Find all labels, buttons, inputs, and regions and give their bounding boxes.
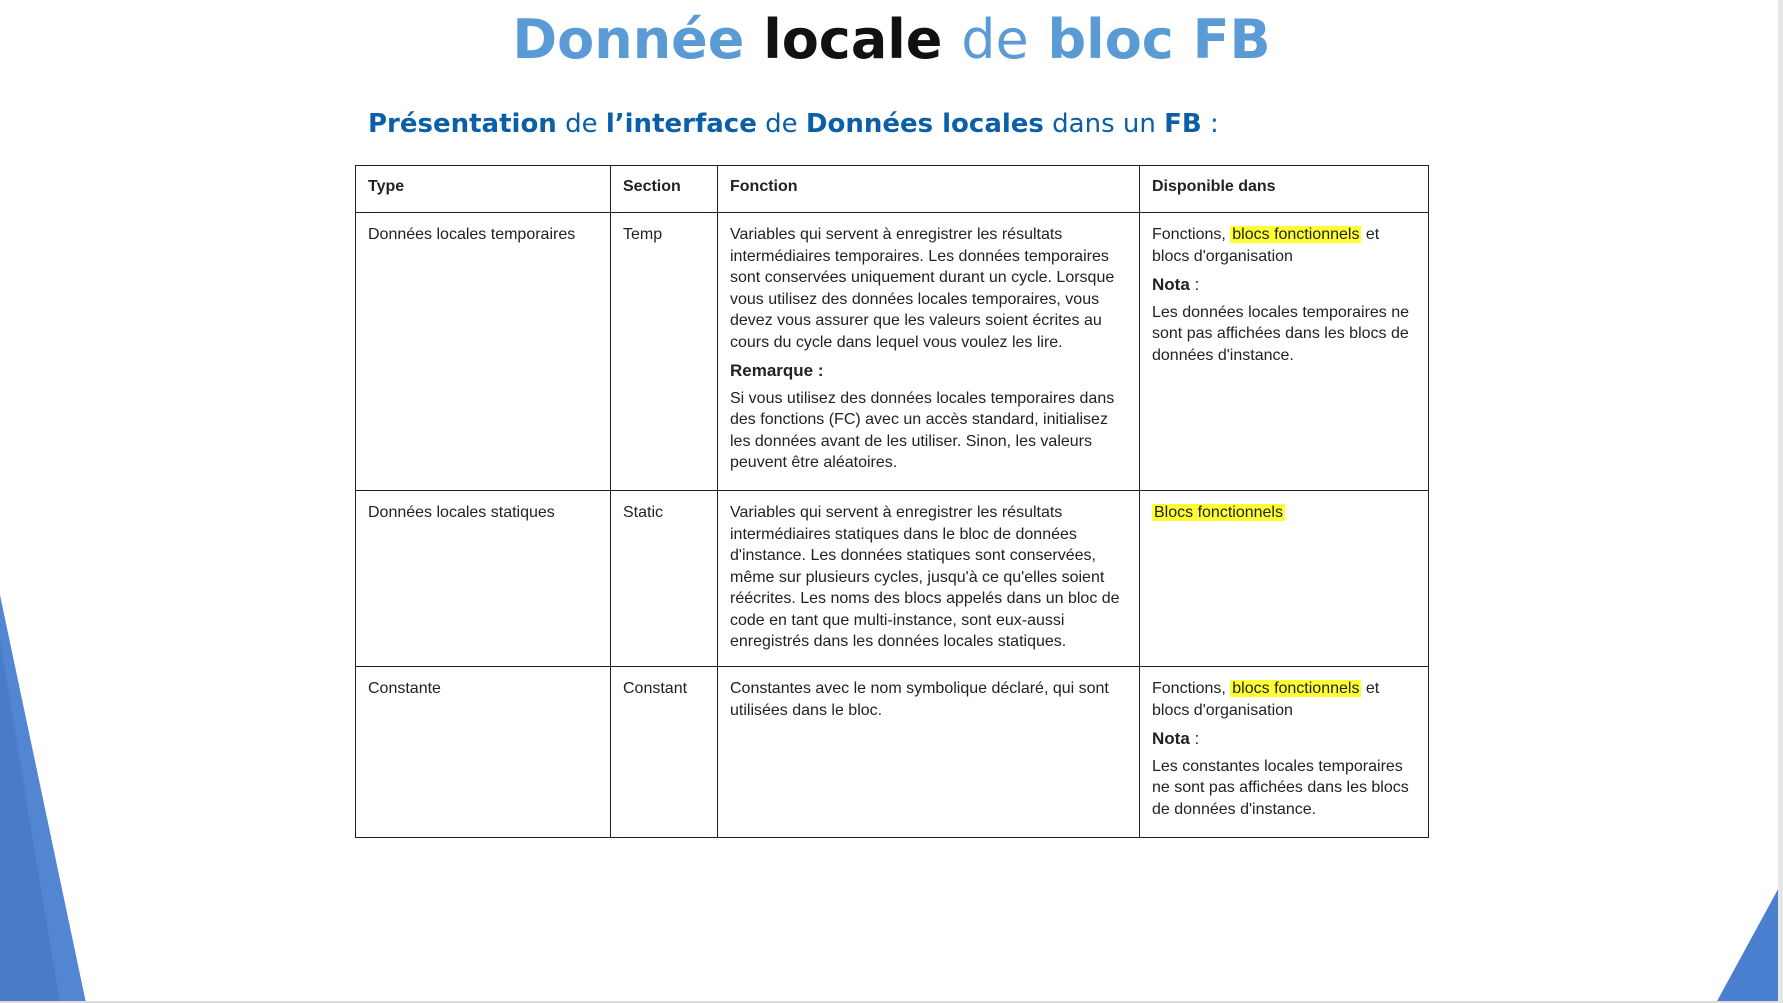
subtitle-word-1: Présentation [368,109,557,139]
subtitle-word-7: FB [1164,109,1202,139]
cell-disponible [1140,667,1429,838]
nota-label-text: Nota [1152,275,1190,294]
subtitle-word-4: de [765,109,798,139]
remarque-label: Remarque : [730,361,824,380]
title-part-4: bloc FB [1047,8,1271,71]
cell-section: Static [611,491,718,667]
fonction-text: Constantes avec le nom symbolique déclaré, qui sont utilisées dans le bloc. [730,680,1109,719]
header-type: Type [356,166,611,213]
highlighted-text: blocs fonctionnels [1232,680,1360,697]
nota-text: Les constantes locales temporaires ne sont pas affichées dans les blocs de données d'instance. [1152,757,1409,818]
cell-fonction [718,491,1140,667]
nota-label-text: Nota [1152,729,1190,748]
cell-disponible [1140,491,1429,667]
left-blue-shape [0,595,86,1003]
title-part-3: de [961,8,1029,71]
table-header-row [356,166,1429,213]
highlighted-text: blocs fonctionnels [1232,226,1360,243]
table-row [356,667,1429,838]
right-blue-shape [1716,880,1783,1003]
local-data-table [355,165,1429,838]
fonction-text: Variables qui servent à enregistrer les résultats intermédiaires statiques dans le bloc de données d'instance. Les données statiques sont conservées, même sur plusieurs cycles, jusqu'à ce qu'elles soient réécrites. Les noms des blocs appelés dans un bloc de code en tant que multi-instance, sont eux-aussi enregistrés dans les données locales statiques. [730,504,1120,650]
fonction-text: Variables qui servent à enregistrer les résultats intermédiaires temporaires. Les données temporaires sont conservées uniquement durant un cycle. Lorsque vous utilisez des données locales temporaires, vous devez vous assurer que les valeurs soient écrites au cours du cycle dans lequel vous voulez les lire. [730,226,1115,351]
nota-label [1152,728,1416,750]
cell-section: Constant [611,667,718,838]
table-row [356,491,1429,667]
subtitle [368,106,1219,142]
highlighted-text: Blocs fonctionnels [1154,504,1283,521]
disponible-text [1152,678,1416,721]
nota-label [1152,274,1416,296]
left-blue-shape-shadow [0,640,60,1003]
subtitle-word-6: dans un [1052,109,1156,139]
subtitle-word-5: Données locales [805,109,1044,139]
subtitle-word-8: : [1209,109,1219,139]
cell-disponible [1140,213,1429,491]
disponible-text [1152,224,1416,267]
nota-colon: : [1194,729,1200,748]
subtitle-word-3: l’interface [605,109,757,139]
cell-fonction [718,667,1140,838]
cell-type: Constante [356,667,611,838]
header-section: Section [611,166,718,213]
nota-colon: : [1194,275,1200,294]
disponible-prefix: Fonctions, [1152,226,1226,243]
subtitle-word-2: de [565,109,598,139]
table-row [356,213,1429,491]
disponible-text [1152,502,1416,524]
title-part-1: Donnée [512,8,745,71]
cell-type: Données locales statiques [356,491,611,667]
slide-title [0,4,1783,76]
disponible-suffix: et blocs d'organisation [1152,680,1380,719]
header-fonction: Fonction [718,166,1140,213]
header-disponible-dans: Disponible dans [1140,166,1429,213]
remarque-text: Si vous utilisez des données locales temporaires dans des fonctions (FC) avec un accès standard, initialisez les données avant de les utiliser. Sinon, les valeurs peuvent être aléatoires. [730,389,1115,471]
title-part-2: locale [763,8,943,71]
nota-text: Les données locales temporaires ne sont pas affichées dans les blocs de données d'instance. [1152,303,1410,364]
cell-section: Temp [611,213,718,491]
cell-type: Données locales temporaires [356,213,611,491]
disponible-prefix: Fonctions, [1152,680,1226,697]
disponible-suffix: et blocs d'organisation [1152,226,1380,265]
right-edge [1778,0,1783,1003]
cell-fonction [718,213,1140,491]
